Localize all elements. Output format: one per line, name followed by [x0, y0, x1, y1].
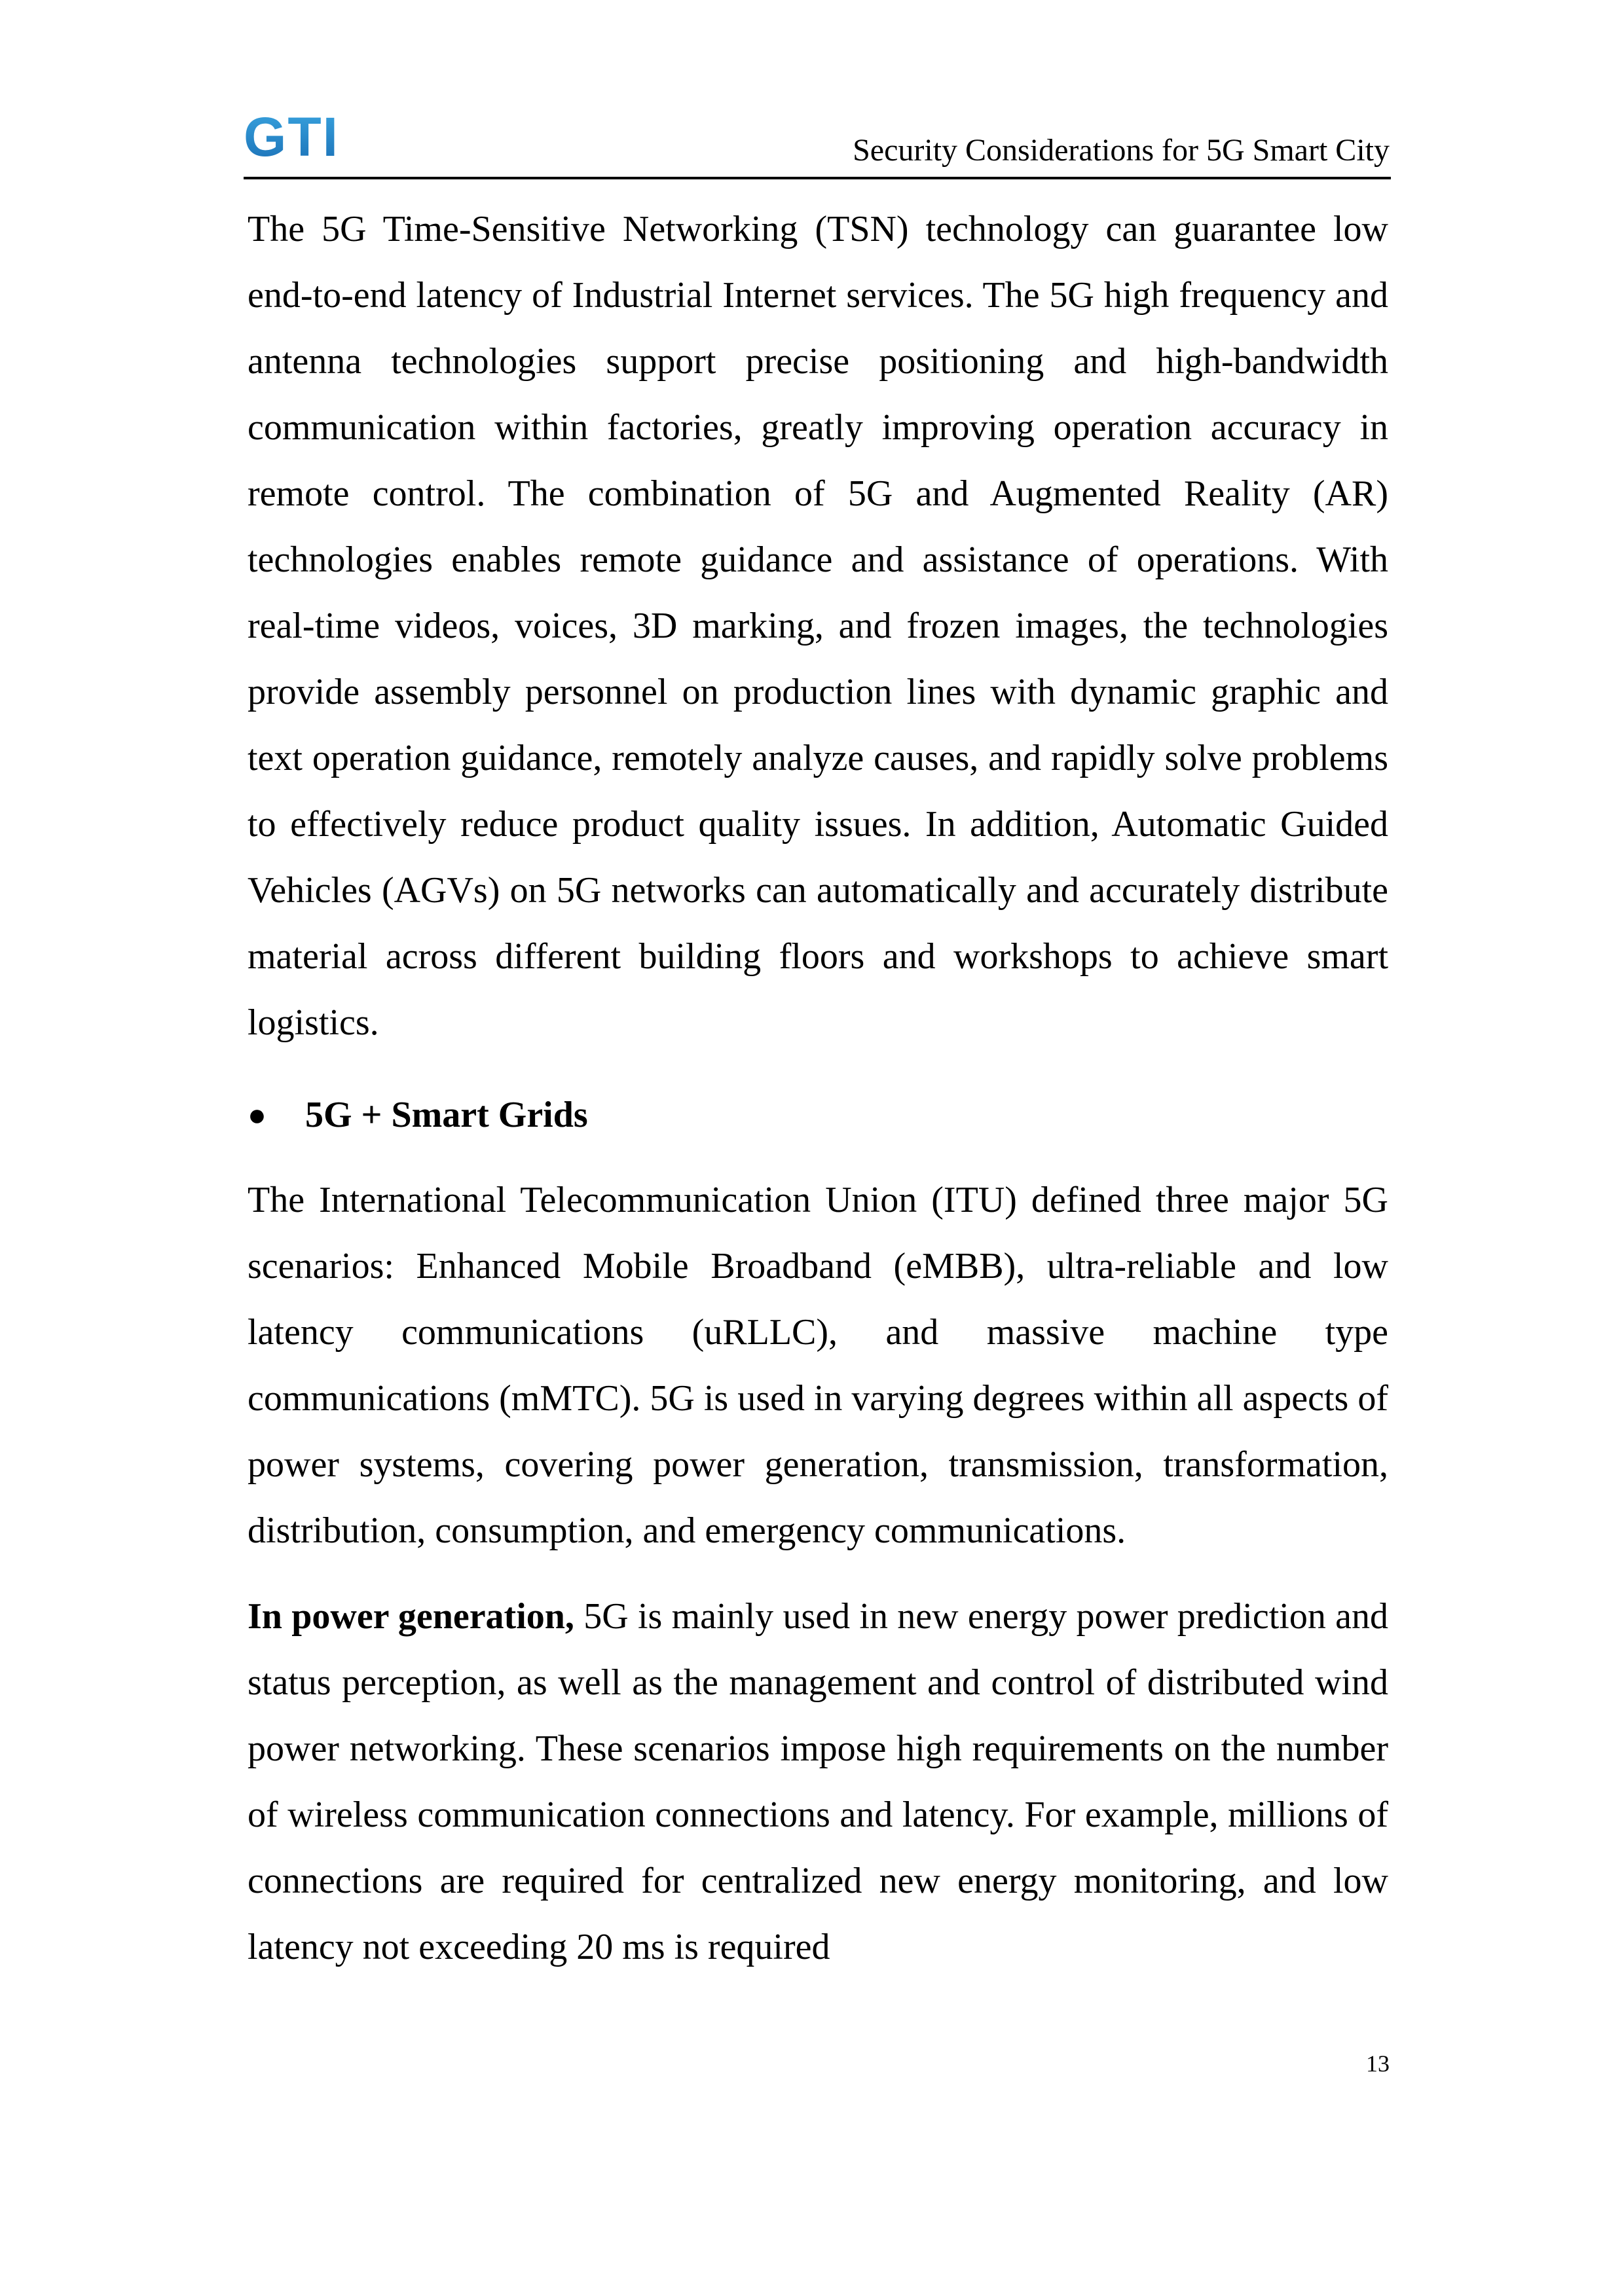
paragraph-power-generation: [248, 1584, 1388, 1980]
running-header-title: Security Considerations for 5G Smart City: [853, 133, 1390, 168]
gti-logo: [244, 111, 348, 164]
header-divider: [244, 177, 1391, 179]
body-text: [248, 196, 1388, 1980]
bullet-icon: ●: [248, 1097, 267, 1133]
paragraph-tsn: The 5G Time-Sensitive Networking (TSN) technology can guarantee low end-to-end latency of Industrial Internet services. The 5G high frequency and antenna technologies support precise positioning and high-bandwidth communication within factories, greatly improving operation accuracy in remote control. The combination of 5G and Augmented Reality (AR) technologies enables remote guidance and assistance of operations. With real-time videos, voices, 3D marking, and frozen images, the technologies provide assembly personnel on production lines with dynamic graphic and text operation guidance, remotely analyze causes, and rapidly solve problems to effectively reduce product quality issues. In addition, Automatic Guided Vehicles (AGVs) on 5G networks can automatically and accurately distribute material across different building floors and workshops to achieve smart logistics.: [248, 209, 1388, 1043]
svg-text:GTI: GTI: [244, 111, 339, 164]
paragraph-lead-bold: In power generation,: [248, 1596, 574, 1637]
section-heading-text: 5G + Smart Grids: [305, 1094, 588, 1135]
paragraph-body: 5G is mainly used in new energy power prediction and status perception, as well as the management and control of distributed wind power networking. These scenarios impose high requirements on the number of wireless communication connections and latency. For example, millions of connections are required for centralized new energy monitoring, and low latency not exceeding 20 ms is required: [248, 1596, 1388, 1967]
section-heading-smart-grids: [248, 1082, 1388, 1148]
page-number: 13: [1366, 2050, 1390, 2077]
paragraph-itu-scenarios: The International Telecommunication Union (ITU) defined three major 5G scenarios: Enhanced Mobile Broadband (eMBB), ultra-reliable and low latency communications (uRLLC), and massive machine type communications (mMTC). 5G is used in varying degrees within all aspects of power systems, covering power generation, transmission, transformation, distribution, consumption, and emergency communications.: [248, 1180, 1388, 1551]
